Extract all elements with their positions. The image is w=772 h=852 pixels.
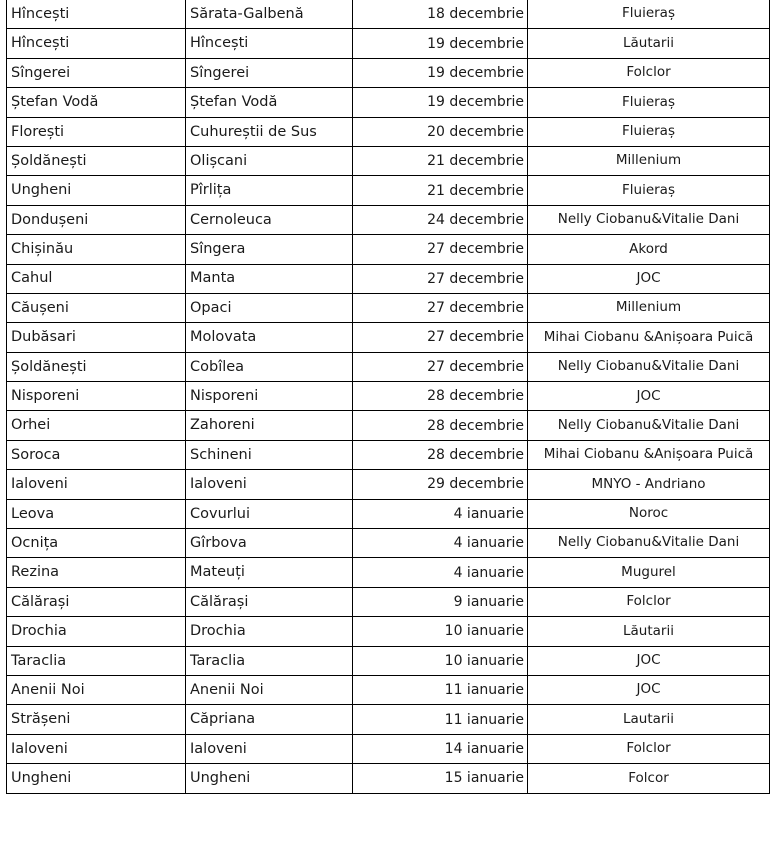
locality-cell: Zahoreni [186, 411, 353, 440]
table-row [7, 617, 770, 646]
locality-cell: Ialoveni [186, 470, 353, 499]
locality-cell: Ialoveni [186, 734, 353, 763]
table-row [7, 205, 770, 234]
ensemble-cell: Noroc [528, 499, 770, 528]
date-cell: 29 decembrie [353, 470, 528, 499]
date-cell: 11 ianuarie [353, 675, 528, 704]
table-row [7, 440, 770, 469]
district-cell: Rezina [7, 558, 186, 587]
district-cell: Dubăsari [7, 323, 186, 352]
ensemble-cell: Nelly Ciobanu&Vitalie Dani [528, 352, 770, 381]
district-cell: Ungheni [7, 764, 186, 793]
district-cell: Hîncești [7, 29, 186, 58]
date-cell: 21 decembrie [353, 176, 528, 205]
ensemble-cell: Mihai Ciobanu &Anișoara Puică [528, 323, 770, 352]
table-row [7, 705, 770, 734]
district-cell: Ștefan Vodă [7, 88, 186, 117]
table-row [7, 470, 770, 499]
locality-cell: Schineni [186, 440, 353, 469]
locality-cell: Cobîlea [186, 352, 353, 381]
date-cell: 27 decembrie [353, 264, 528, 293]
date-cell: 4 ianuarie [353, 499, 528, 528]
table-row [7, 264, 770, 293]
date-cell: 19 decembrie [353, 88, 528, 117]
district-cell: Șoldănești [7, 146, 186, 175]
date-cell: 21 decembrie [353, 146, 528, 175]
date-cell: 10 ianuarie [353, 617, 528, 646]
date-cell: 19 decembrie [353, 29, 528, 58]
locality-cell: Mateuți [186, 558, 353, 587]
table-row [7, 352, 770, 381]
district-cell: Anenii Noi [7, 675, 186, 704]
district-cell: Cahul [7, 264, 186, 293]
district-cell: Soroca [7, 440, 186, 469]
locality-cell: Taraclia [186, 646, 353, 675]
district-cell: Șoldănești [7, 352, 186, 381]
ensemble-cell: Fluieraș [528, 117, 770, 146]
locality-cell: Sărata-Galbenă [186, 0, 353, 29]
table-row [7, 499, 770, 528]
ensemble-cell: Millenium [528, 293, 770, 322]
district-cell: Ocnița [7, 529, 186, 558]
locality-cell: Sîngera [186, 235, 353, 264]
district-cell: Călărași [7, 587, 186, 616]
ensemble-cell: Folcor [528, 764, 770, 793]
table-row [7, 764, 770, 793]
ensemble-cell: Folclor [528, 734, 770, 763]
date-cell: 4 ianuarie [353, 558, 528, 587]
district-cell: Florești [7, 117, 186, 146]
locality-cell: Opaci [186, 293, 353, 322]
date-cell: 19 decembrie [353, 58, 528, 87]
locality-cell: Călărași [186, 587, 353, 616]
ensemble-cell: Mihai Ciobanu &Anișoara Puică [528, 440, 770, 469]
ensemble-cell: JOC [528, 675, 770, 704]
table-row [7, 0, 770, 29]
date-cell: 28 decembrie [353, 382, 528, 411]
table-row [7, 587, 770, 616]
district-cell: Sîngerei [7, 58, 186, 87]
locality-cell: Anenii Noi [186, 675, 353, 704]
locality-cell: Nisporeni [186, 382, 353, 411]
date-cell: 10 ianuarie [353, 646, 528, 675]
date-cell: 20 decembrie [353, 117, 528, 146]
district-cell: Dondușeni [7, 205, 186, 234]
ensemble-cell: JOC [528, 264, 770, 293]
locality-cell: Pîrlița [186, 176, 353, 205]
district-cell: Ungheni [7, 176, 186, 205]
date-cell: 27 decembrie [353, 323, 528, 352]
table-row [7, 675, 770, 704]
table-row [7, 117, 770, 146]
ensemble-cell: JOC [528, 646, 770, 675]
ensemble-cell: Folclor [528, 58, 770, 87]
table-row [7, 558, 770, 587]
ensemble-cell: JOC [528, 382, 770, 411]
date-cell: 18 decembrie [353, 0, 528, 29]
district-cell: Leova [7, 499, 186, 528]
table-row [7, 382, 770, 411]
district-cell: Ialoveni [7, 470, 186, 499]
locality-cell: Ungheni [186, 764, 353, 793]
table-row [7, 29, 770, 58]
date-cell: 27 decembrie [353, 293, 528, 322]
concert-schedule-table [6, 0, 770, 794]
ensemble-cell: Nelly Ciobanu&Vitalie Dani [528, 205, 770, 234]
locality-cell: Cuhureștii de Sus [186, 117, 353, 146]
table-row [7, 323, 770, 352]
date-cell: 9 ianuarie [353, 587, 528, 616]
ensemble-cell: Lautarii [528, 705, 770, 734]
table-body [7, 0, 770, 793]
date-cell: 14 ianuarie [353, 734, 528, 763]
district-cell: Drochia [7, 617, 186, 646]
table-row [7, 293, 770, 322]
table-row [7, 146, 770, 175]
table-row [7, 58, 770, 87]
date-cell: 27 decembrie [353, 352, 528, 381]
locality-cell: Ștefan Vodă [186, 88, 353, 117]
table-row [7, 176, 770, 205]
district-cell: Căușeni [7, 293, 186, 322]
district-cell: Nisporeni [7, 382, 186, 411]
ensemble-cell: Nelly Ciobanu&Vitalie Dani [528, 529, 770, 558]
table-row [7, 411, 770, 440]
district-cell: Chișinău [7, 235, 186, 264]
locality-cell: Hîncești [186, 29, 353, 58]
ensemble-cell: Fluieraș [528, 88, 770, 117]
ensemble-cell: Folclor [528, 587, 770, 616]
locality-cell: Cernoleuca [186, 205, 353, 234]
date-cell: 28 decembrie [353, 440, 528, 469]
locality-cell: Căpriana [186, 705, 353, 734]
date-cell: 27 decembrie [353, 235, 528, 264]
date-cell: 15 ianuarie [353, 764, 528, 793]
locality-cell: Molovata [186, 323, 353, 352]
district-cell: Taraclia [7, 646, 186, 675]
date-cell: 24 decembrie [353, 205, 528, 234]
ensemble-cell: MNYO - Andriano [528, 470, 770, 499]
locality-cell: Manta [186, 264, 353, 293]
ensemble-cell: Millenium [528, 146, 770, 175]
district-cell: Ialoveni [7, 734, 186, 763]
district-cell: Hîncești [7, 0, 186, 29]
locality-cell: Covurlui [186, 499, 353, 528]
table-row [7, 88, 770, 117]
district-cell: Orhei [7, 411, 186, 440]
date-cell: 4 ianuarie [353, 529, 528, 558]
locality-cell: Gîrbova [186, 529, 353, 558]
locality-cell: Sîngerei [186, 58, 353, 87]
district-cell: Strășeni [7, 705, 186, 734]
table-row [7, 529, 770, 558]
ensemble-cell: Lăutarii [528, 617, 770, 646]
locality-cell: Olișcani [186, 146, 353, 175]
table-row [7, 646, 770, 675]
locality-cell: Drochia [186, 617, 353, 646]
date-cell: 11 ianuarie [353, 705, 528, 734]
table-row [7, 734, 770, 763]
ensemble-cell: Mugurel [528, 558, 770, 587]
ensemble-cell: Akord [528, 235, 770, 264]
ensemble-cell: Lăutarii [528, 29, 770, 58]
ensemble-cell: Nelly Ciobanu&Vitalie Dani [528, 411, 770, 440]
ensemble-cell: Fluieraș [528, 176, 770, 205]
ensemble-cell: Fluieraș [528, 0, 770, 29]
date-cell: 28 decembrie [353, 411, 528, 440]
table-row [7, 235, 770, 264]
